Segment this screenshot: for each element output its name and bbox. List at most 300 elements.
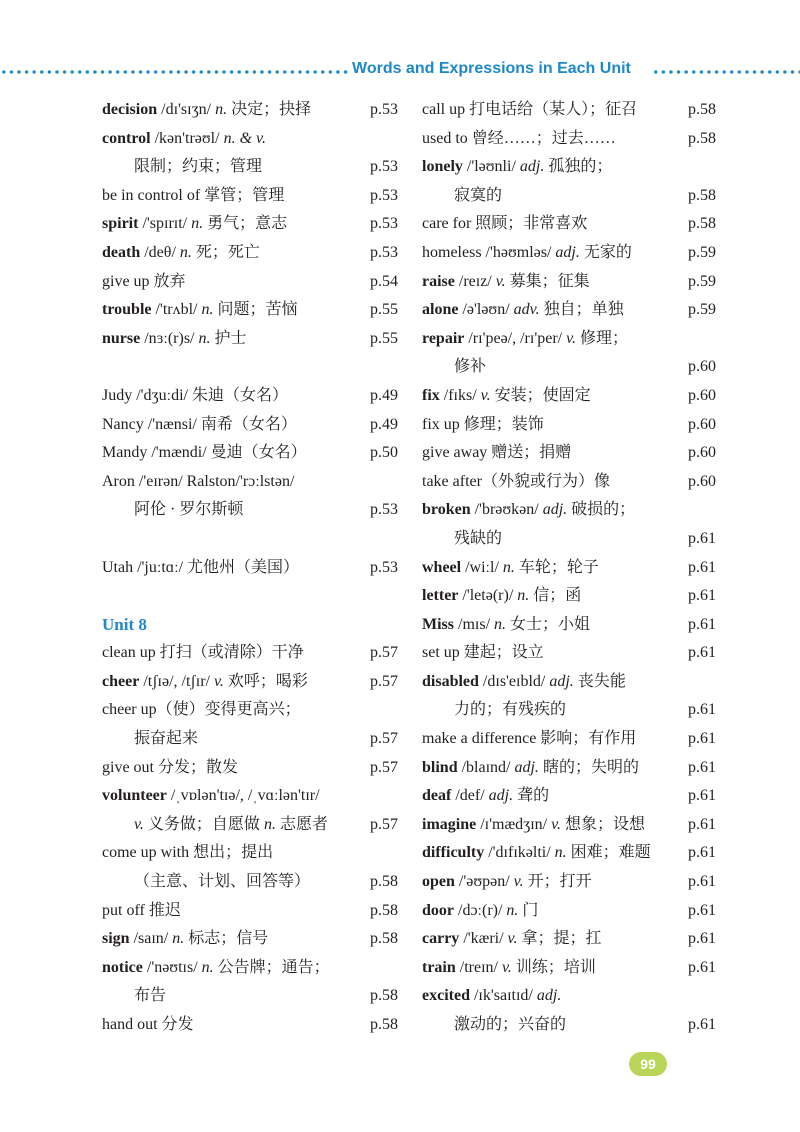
entry-text bbox=[422, 930, 601, 947]
part-of-speech: n. bbox=[179, 243, 192, 261]
headword: decision bbox=[102, 101, 158, 118]
vocab-entry bbox=[422, 582, 716, 611]
entry-text bbox=[422, 158, 612, 175]
entry-text bbox=[422, 530, 502, 547]
page-reference: p.61 bbox=[688, 873, 716, 891]
definition: 决定；抉择 bbox=[227, 101, 312, 118]
page-reference: p.61 bbox=[688, 701, 716, 719]
entry-text bbox=[102, 987, 166, 1004]
part-of-speech: n. bbox=[263, 815, 276, 833]
entry-text bbox=[102, 158, 262, 175]
vocab-entry bbox=[422, 868, 716, 897]
page-reference: p.59 bbox=[688, 272, 716, 290]
entry-text bbox=[102, 959, 330, 976]
entry-text bbox=[422, 730, 636, 747]
page-reference: p.53 bbox=[370, 558, 398, 576]
definition: 修补 bbox=[454, 358, 487, 376]
page-reference: p.59 bbox=[688, 243, 716, 261]
headword: difficulty bbox=[422, 844, 485, 862]
entry-body: /dɔː(r)/ bbox=[454, 901, 507, 919]
definition: （主意、计划、回答等） bbox=[134, 873, 311, 891]
vocab-entry bbox=[422, 897, 716, 926]
entry-text bbox=[102, 701, 301, 718]
vocab-entry bbox=[422, 982, 716, 1011]
vocab-entry bbox=[422, 496, 716, 525]
page-reference: p.50 bbox=[370, 444, 398, 462]
vocab-entry bbox=[422, 125, 716, 154]
entry-text bbox=[102, 902, 181, 919]
entry-text bbox=[422, 701, 566, 718]
entry-text bbox=[102, 615, 147, 634]
definition: 阿伦 · 罗尔斯顿 bbox=[134, 501, 244, 519]
page-reference: p.57 bbox=[370, 644, 398, 662]
page-reference: p.58 bbox=[370, 901, 398, 919]
part-of-speech: n. bbox=[215, 101, 228, 118]
vocab-entry bbox=[102, 125, 398, 154]
entry-text bbox=[422, 673, 626, 690]
unit-heading bbox=[102, 611, 398, 640]
page-reference: p.58 bbox=[688, 129, 716, 147]
vocab-entry bbox=[102, 696, 398, 725]
headword: wheel bbox=[422, 558, 462, 576]
vocab-entry bbox=[102, 153, 398, 182]
part-of-speech: n. bbox=[506, 901, 519, 919]
page-reference: p.60 bbox=[688, 444, 716, 462]
entry-body: /ə'ləʊn/ bbox=[458, 301, 514, 319]
vocab-entry bbox=[422, 782, 716, 811]
entry-text bbox=[422, 387, 591, 404]
part-of-speech: adj. bbox=[542, 501, 568, 519]
vocab-entry bbox=[102, 182, 398, 211]
vocab-entry bbox=[102, 668, 398, 697]
entry-text bbox=[422, 473, 610, 490]
entry-text bbox=[102, 301, 298, 318]
dotted-rule-left bbox=[0, 70, 348, 74]
part-of-speech: adj. bbox=[536, 987, 562, 1005]
headword: death bbox=[102, 243, 141, 261]
entry-body: care for 照顾；非常喜欢 bbox=[422, 215, 588, 233]
part-of-speech: v. bbox=[134, 815, 144, 833]
part-of-speech: n. bbox=[494, 615, 507, 633]
page-reference: p.58 bbox=[370, 1016, 398, 1033]
vocab-entry bbox=[422, 696, 716, 725]
part-of-speech: v. bbox=[480, 386, 491, 404]
page-reference: p.53 bbox=[370, 215, 398, 233]
part-of-speech: adj. bbox=[488, 787, 514, 805]
page-reference: p.53 bbox=[370, 186, 398, 204]
vocab-entry bbox=[422, 839, 716, 868]
page-reference: p.58 bbox=[688, 215, 716, 233]
entry-text bbox=[422, 873, 592, 890]
vocab-entry bbox=[422, 754, 716, 783]
page-reference: p.61 bbox=[688, 1016, 716, 1033]
definition: 开；打开 bbox=[523, 873, 592, 891]
entry-body: /'nəʊtɪs/ bbox=[142, 958, 202, 976]
definition: 死；死亡 bbox=[191, 243, 260, 261]
entry-body: /ˌvɒlən'tɪə/, /ˌvɑːlən'tɪr/ bbox=[166, 787, 320, 805]
definition: 限制；约束；管理 bbox=[134, 158, 263, 176]
entry-body: homeless /'həʊmləs/ bbox=[422, 243, 556, 261]
vocab-entry bbox=[102, 868, 398, 897]
part-of-speech: adv. bbox=[513, 301, 540, 319]
entry-body: Judy /'dʒuːdi/ 朱迪（女名） bbox=[102, 386, 288, 404]
page-reference: p.53 bbox=[370, 101, 398, 118]
headword: cheer bbox=[102, 672, 140, 690]
entry-body: put off 推迟 bbox=[102, 901, 181, 919]
entry-body: /'kæri/ bbox=[459, 930, 508, 948]
page-reference: p.58 bbox=[688, 186, 716, 204]
vocab-entry bbox=[102, 382, 398, 411]
part-of-speech: n. bbox=[201, 301, 214, 319]
entry-text bbox=[102, 930, 268, 947]
dotted-rule-right bbox=[652, 70, 800, 74]
headword: lonely bbox=[422, 158, 463, 176]
definition: 标志；信号 bbox=[184, 930, 269, 948]
part-of-speech: n. bbox=[502, 558, 515, 576]
entry-body: /ɪ'mædʒɪn/ bbox=[476, 815, 552, 833]
definition: 训练；培训 bbox=[511, 958, 596, 976]
vocab-entry bbox=[102, 811, 398, 840]
definition: 义务做；自愿做 bbox=[143, 815, 264, 833]
page-reference: p.58 bbox=[370, 930, 398, 948]
vocab-entry bbox=[422, 182, 716, 211]
part-of-speech: adj. bbox=[519, 158, 545, 176]
vocab-entry bbox=[422, 153, 716, 182]
entry-body: /rɪ'peə/, /rɪ'per/ bbox=[464, 329, 567, 347]
vocab-entry bbox=[102, 1011, 398, 1040]
definition: 修理； bbox=[576, 329, 629, 347]
headword: trouble bbox=[102, 301, 152, 319]
header-title: Words and Expressions in Each Unit bbox=[352, 60, 631, 77]
vocab-entry bbox=[102, 296, 398, 325]
entry-body: fix up 修理；装饰 bbox=[422, 415, 544, 433]
definition: 孤独的； bbox=[544, 158, 613, 176]
entry-text bbox=[102, 873, 310, 890]
vocab-entry bbox=[102, 439, 398, 468]
entry-body: clean up 打扫（或清除）干净 bbox=[102, 644, 304, 662]
entry-body: come up with 想出；提出 bbox=[102, 844, 274, 862]
entry-body: /wiːl/ bbox=[461, 558, 503, 576]
page-reference: p.61 bbox=[688, 930, 716, 948]
entry-text bbox=[422, 187, 502, 204]
entry-text bbox=[422, 358, 486, 375]
entry-body: /nɜː(r)s/ bbox=[140, 329, 199, 347]
entry-body: /'brəʊkən/ bbox=[470, 501, 543, 519]
headword: open bbox=[422, 873, 455, 891]
entry-text bbox=[102, 444, 307, 461]
entry-text bbox=[422, 1016, 566, 1033]
page-reference: p.61 bbox=[688, 644, 716, 662]
headword: carry bbox=[422, 930, 460, 948]
entry-body: make a difference 影响；有作用 bbox=[422, 730, 637, 748]
part-of-speech: n. & v. bbox=[223, 129, 266, 147]
headword: Miss bbox=[422, 615, 454, 633]
vocab-entry bbox=[422, 1011, 716, 1040]
definition: 安装；使固定 bbox=[490, 386, 591, 404]
vocab-entry bbox=[102, 639, 398, 668]
page-reference: p.55 bbox=[370, 329, 398, 347]
definition: 女士；小姐 bbox=[506, 615, 591, 633]
entry-text bbox=[422, 273, 590, 290]
entry-text bbox=[102, 215, 287, 232]
headword: notice bbox=[102, 958, 143, 976]
entry-body: Nancy /'nænsi/ 南希（女名） bbox=[102, 415, 297, 433]
entry-body: /dɪs'eɪbld/ bbox=[478, 672, 550, 690]
headword: blind bbox=[422, 758, 458, 776]
entry-body: /'trʌbl/ bbox=[151, 301, 202, 319]
entry-text bbox=[102, 187, 284, 204]
definition: 志愿者 bbox=[275, 815, 328, 833]
vocab-entry bbox=[422, 639, 716, 668]
page-reference: p.57 bbox=[370, 672, 398, 690]
vocab-entry bbox=[102, 839, 398, 868]
entry-text bbox=[102, 816, 328, 833]
page-reference: p.53 bbox=[370, 501, 398, 519]
definition: 勇气；意志 bbox=[203, 215, 288, 233]
entry-body: /dɪ'sɪʒn/ bbox=[157, 101, 216, 118]
entry-body: call up 打电话给（某人）；征召 bbox=[422, 101, 638, 118]
entry-text bbox=[102, 130, 266, 147]
entry-text bbox=[102, 559, 299, 576]
entry-text bbox=[102, 416, 297, 433]
headword: volunteer bbox=[102, 787, 167, 805]
vocab-entry bbox=[422, 353, 716, 382]
entry-text bbox=[102, 644, 304, 661]
page-reference: p.60 bbox=[688, 358, 716, 376]
entry-body: /treɪn/ bbox=[455, 958, 502, 976]
page-reference: p.60 bbox=[688, 472, 716, 490]
page-reference: p.58 bbox=[370, 987, 398, 1005]
part-of-speech: v. bbox=[213, 672, 224, 690]
entry-text bbox=[102, 387, 288, 404]
part-of-speech: v. bbox=[495, 272, 506, 290]
entry-body: take after（外貌或行为）像 bbox=[422, 472, 610, 490]
entry-body: /fɪks/ bbox=[439, 386, 481, 404]
headword: alone bbox=[422, 301, 459, 319]
entry-body: /ɪk'saɪtɪd/ bbox=[469, 987, 537, 1005]
headword: broken bbox=[422, 501, 471, 519]
part-of-speech: adj. bbox=[555, 243, 580, 261]
definition: 募集；征集 bbox=[505, 272, 590, 290]
definition: 布告 bbox=[134, 987, 167, 1005]
page-reference: p.61 bbox=[688, 730, 716, 748]
definition: 独自；单独 bbox=[539, 301, 624, 319]
entry-text bbox=[422, 301, 624, 318]
part-of-speech: n. bbox=[172, 930, 185, 948]
headword: letter bbox=[422, 587, 459, 605]
spacer bbox=[102, 582, 398, 611]
vocab-entry bbox=[422, 439, 716, 468]
page-number-badge: 99 bbox=[629, 1052, 667, 1076]
definition: 问题；苦恼 bbox=[213, 301, 298, 319]
page-reference: p.61 bbox=[688, 758, 716, 776]
entry-body: hand out 分发 bbox=[102, 1016, 194, 1033]
spacer bbox=[102, 525, 398, 554]
page-reference: p.61 bbox=[688, 529, 716, 547]
part-of-speech: n. bbox=[198, 329, 211, 347]
definition: 门 bbox=[518, 901, 539, 919]
definition: 护士 bbox=[210, 329, 247, 347]
definition: 残缺的 bbox=[454, 529, 503, 547]
page-reference: p.49 bbox=[370, 386, 398, 404]
headword: disabled bbox=[422, 672, 479, 690]
page-reference: p.58 bbox=[370, 873, 398, 891]
definition: 丧失能 bbox=[573, 672, 626, 690]
entry-text bbox=[422, 559, 599, 576]
entry-body: cheer up（使）变得更高兴； bbox=[102, 701, 301, 719]
headword: spirit bbox=[102, 215, 139, 233]
page-reference: p.61 bbox=[688, 815, 716, 833]
entry-body: /'əʊpən/ bbox=[454, 873, 514, 891]
entry-body: give away 赠送；捐赠 bbox=[422, 444, 572, 462]
entry-text bbox=[422, 902, 538, 919]
entry-text bbox=[422, 816, 645, 833]
headword: nurse bbox=[102, 329, 141, 347]
page-reference: p.61 bbox=[688, 901, 716, 919]
page-reference: p.61 bbox=[688, 558, 716, 576]
page-reference: p.57 bbox=[370, 730, 398, 748]
page-reference: p.57 bbox=[370, 758, 398, 776]
entry-text bbox=[102, 473, 294, 490]
vocab-entry bbox=[422, 611, 716, 640]
vocab-entry bbox=[422, 468, 716, 497]
vocab-entry bbox=[102, 725, 398, 754]
definition: 瞎的；失明的 bbox=[538, 758, 639, 776]
entry-body: /'spɪrɪt/ bbox=[138, 215, 192, 233]
part-of-speech: v. bbox=[502, 958, 512, 976]
headword: train bbox=[422, 958, 456, 976]
entry-text bbox=[102, 787, 320, 804]
entry-text bbox=[422, 444, 571, 461]
headword: repair bbox=[422, 329, 465, 347]
left-column bbox=[102, 96, 398, 1040]
vocab-entry bbox=[422, 925, 716, 954]
vocab-entry bbox=[102, 325, 398, 354]
vocab-entry bbox=[422, 96, 716, 125]
definition: 想象；设想 bbox=[561, 815, 646, 833]
vocab-entry bbox=[102, 982, 398, 1011]
page-reference: p.60 bbox=[688, 386, 716, 404]
entry-text bbox=[422, 616, 590, 633]
entry-text bbox=[422, 787, 549, 804]
vocab-entry bbox=[102, 468, 398, 497]
definition: 车轮；轮子 bbox=[514, 558, 599, 576]
entry-text bbox=[102, 759, 238, 776]
vocab-entry bbox=[422, 325, 716, 354]
entry-text bbox=[102, 273, 186, 290]
entry-text bbox=[422, 215, 587, 232]
entry-text bbox=[422, 330, 628, 347]
page-reference: p.61 bbox=[688, 958, 716, 976]
entry-text bbox=[422, 959, 596, 976]
vocab-entry bbox=[422, 239, 716, 268]
part-of-speech: n. bbox=[191, 215, 204, 233]
entry-text bbox=[422, 244, 632, 261]
vocab-entry bbox=[102, 782, 398, 811]
headword: raise bbox=[422, 272, 455, 290]
part-of-speech: n. bbox=[517, 587, 530, 605]
vocab-entry bbox=[422, 411, 716, 440]
page-reference: p.57 bbox=[370, 815, 398, 833]
entry-text bbox=[422, 130, 616, 147]
part-of-speech: n. bbox=[554, 844, 567, 862]
vocab-entry bbox=[102, 96, 398, 125]
vocab-entry bbox=[422, 382, 716, 411]
page-reference: p.58 bbox=[688, 101, 716, 118]
entry-body: /deθ/ bbox=[140, 243, 180, 261]
entry-body: /kən'trəʊl/ bbox=[150, 129, 224, 147]
part-of-speech: v. bbox=[513, 873, 524, 891]
vocab-entry bbox=[102, 239, 398, 268]
entry-body: used to 曾经……；过去…… bbox=[422, 129, 616, 147]
headword: excited bbox=[422, 987, 470, 1005]
spacer bbox=[102, 353, 398, 382]
vocab-entry bbox=[422, 296, 716, 325]
entry-text bbox=[422, 101, 637, 118]
page-reference: p.61 bbox=[688, 587, 716, 605]
vocab-entry bbox=[102, 210, 398, 239]
entry-text bbox=[422, 587, 581, 604]
vocab-entry bbox=[102, 954, 398, 983]
entry-body: /mɪs/ bbox=[454, 615, 495, 633]
vocab-entry bbox=[102, 897, 398, 926]
right-column bbox=[422, 96, 716, 1040]
headword: control bbox=[102, 129, 151, 147]
page-reference: p.49 bbox=[370, 415, 398, 433]
entry-text bbox=[422, 987, 561, 1004]
entry-text bbox=[422, 644, 544, 661]
page-reference: p.61 bbox=[688, 615, 716, 633]
headword: door bbox=[422, 901, 454, 919]
definition: 困难；难题 bbox=[566, 844, 651, 862]
entry-body: give up 放弃 bbox=[102, 272, 186, 290]
entry-text bbox=[102, 501, 243, 518]
headword: deaf bbox=[422, 787, 452, 805]
definition: 欢呼；喝彩 bbox=[223, 672, 308, 690]
headword: fix bbox=[422, 386, 440, 404]
entry-body: be in control of 掌管；管理 bbox=[102, 186, 285, 204]
vocab-entry bbox=[422, 268, 716, 297]
entry-body: /saɪn/ bbox=[129, 930, 173, 948]
page-reference: p.54 bbox=[370, 272, 398, 290]
entry-body: Aron /'eɪrən/ Ralston/'rɔːlstən/ bbox=[102, 472, 295, 490]
entry-text bbox=[102, 844, 273, 861]
definition: 无家的 bbox=[579, 243, 632, 261]
vocab-entry bbox=[102, 754, 398, 783]
entry-text bbox=[102, 730, 198, 747]
entry-text bbox=[102, 244, 260, 261]
page-reference: p.53 bbox=[370, 243, 398, 261]
entry-text bbox=[422, 416, 544, 433]
page-reference: p.59 bbox=[688, 301, 716, 319]
page-reference: p.55 bbox=[370, 301, 398, 319]
headword: sign bbox=[102, 930, 130, 948]
entry-body: /'dɪfɪkəlti/ bbox=[484, 844, 555, 862]
entry-text bbox=[102, 330, 247, 347]
definition: 信；函 bbox=[529, 587, 582, 605]
part-of-speech: n. bbox=[201, 958, 214, 976]
definition: 振奋起来 bbox=[134, 730, 199, 748]
entry-text bbox=[102, 1016, 194, 1033]
entry-body: /reɪz/ bbox=[454, 272, 496, 290]
entry-text bbox=[102, 673, 308, 690]
vocab-entry bbox=[102, 268, 398, 297]
part-of-speech: adj. bbox=[514, 758, 539, 776]
definition: 破损的； bbox=[567, 501, 636, 519]
page-reference: p.61 bbox=[688, 844, 716, 862]
page-reference: p.53 bbox=[370, 158, 398, 176]
headword: imagine bbox=[422, 815, 477, 833]
